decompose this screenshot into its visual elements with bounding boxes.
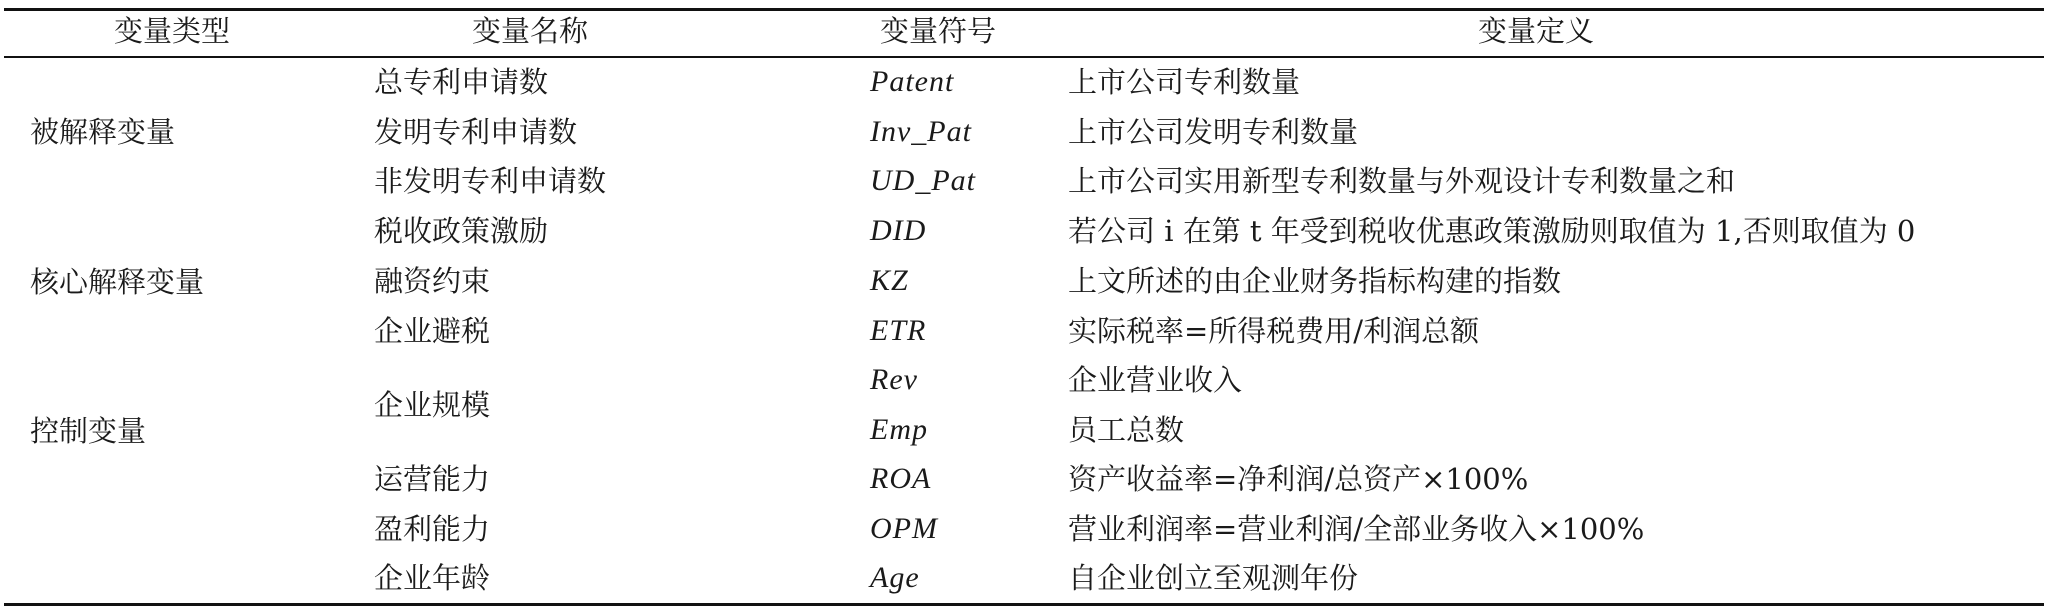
table-top-rule bbox=[4, 8, 2044, 11]
header-variable-definition: 变量定义 bbox=[1478, 14, 1595, 48]
group-label-control: 控制变量 bbox=[30, 414, 147, 448]
header-variable-symbol: 变量符号 bbox=[880, 14, 997, 48]
variable-symbol: Age bbox=[870, 561, 920, 594]
variable-definition: 营业利润率=营业利润/全部业务收入×100% bbox=[1068, 512, 1645, 546]
header-variable-type: 变量类型 bbox=[114, 14, 231, 48]
variable-symbol: Inv_Pat bbox=[870, 115, 972, 148]
variable-symbol: OPM bbox=[870, 512, 938, 545]
variable-definition: 上文所述的由企业财务指标构建的指数 bbox=[1068, 264, 1562, 298]
variable-definition: 自企业创立至观测年份 bbox=[1068, 561, 1359, 595]
variable-symbol: ROA bbox=[870, 462, 932, 495]
variable-symbol: KZ bbox=[870, 264, 909, 297]
variable-name: 运营能力 bbox=[374, 462, 491, 496]
variable-name: 企业规模 bbox=[374, 388, 491, 422]
variable-name: 融资约束 bbox=[374, 264, 491, 298]
header-variable-name: 变量名称 bbox=[472, 14, 589, 48]
variable-definition: 上市公司实用新型专利数量与外观设计专利数量之和 bbox=[1068, 164, 1736, 198]
variable-name: 税收政策激励 bbox=[374, 214, 549, 248]
variable-name: 企业避税 bbox=[374, 314, 491, 348]
variable-symbol: Rev bbox=[870, 363, 918, 396]
variable-symbol: UD_Pat bbox=[870, 164, 976, 197]
variable-symbol: ETR bbox=[870, 314, 927, 347]
variable-definition: 若公司 i 在第 t 年受到税收优惠政策激励则取值为 1,否则取值为 0 bbox=[1068, 214, 1916, 248]
variable-definition: 企业营业收入 bbox=[1068, 363, 1243, 397]
group-label-dependent: 被解释变量 bbox=[30, 115, 176, 149]
variable-definition: 资产收益率=净利润/总资产×100% bbox=[1068, 462, 1529, 496]
variable-name: 非发明专利申请数 bbox=[374, 164, 607, 198]
variable-name: 总专利申请数 bbox=[374, 65, 549, 99]
variable-definition: 实际税率=所得税费用/利润总额 bbox=[1068, 314, 1480, 348]
variable-name: 企业年龄 bbox=[374, 561, 491, 595]
variable-definition: 上市公司专利数量 bbox=[1068, 65, 1301, 99]
variable-symbol: Patent bbox=[870, 65, 955, 98]
variable-symbol: DID bbox=[870, 214, 927, 247]
table-bottom-rule bbox=[4, 603, 2044, 606]
variable-name: 盈利能力 bbox=[374, 512, 491, 546]
variable-definition: 上市公司发明专利数量 bbox=[1068, 115, 1359, 149]
group-label-core-explanatory: 核心解释变量 bbox=[30, 265, 205, 299]
variable-symbol: Emp bbox=[870, 413, 928, 446]
variable-name: 发明专利申请数 bbox=[374, 115, 578, 149]
table-header-rule bbox=[4, 56, 2044, 58]
variable-definition: 员工总数 bbox=[1068, 413, 1185, 447]
